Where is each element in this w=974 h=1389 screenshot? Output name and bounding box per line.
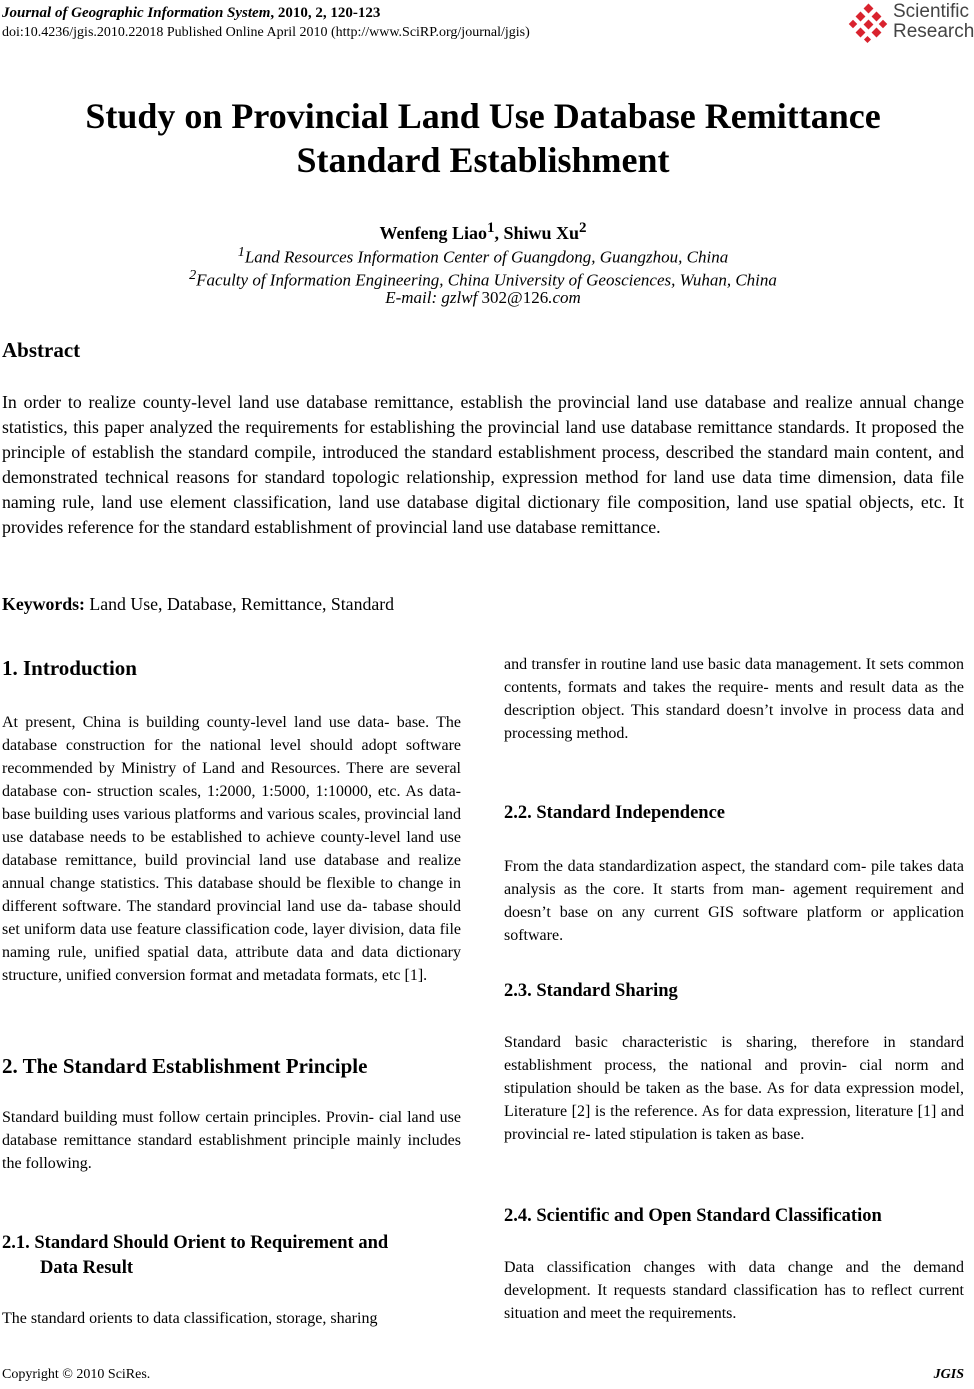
subsection-2-3-text: Standard basic characteristic is sharing, therefore in standard establishment process, the national and provin- cial norm and stipulation should be taken as the base. As for data expression model, Literature [2] is the reference. As for data expression, literature [1] and provincial re- lated stipulation is taken as base.	[504, 1034, 964, 1143]
affiliation-text: Faculty of Information Engineering, China University of Geosciences, Wuhan, China	[196, 270, 777, 290]
publisher-logo	[849, 1, 974, 46]
abstract-heading: Abstract	[2, 338, 81, 362]
title-line-1: Study on Provincial Land Use Database Remittance	[85, 96, 881, 136]
email-user: gzlwf	[441, 288, 478, 307]
principle-text: Standard building must follow certain principles. Provin- cial land use database remittance standard establishment principle mainly includes the following.	[2, 1109, 461, 1172]
keywords-text: Land Use, Database, Remittance, Standard	[84, 594, 395, 614]
continued-text: and transfer in routine land use basic data management. It sets common contents, formats and takes the require- ments and result data as the description object. This standard doesn’t involve in process data and processing method.	[504, 656, 964, 742]
author-name: Shiwu Xu	[503, 223, 580, 243]
title-line-2: Standard Establishment	[296, 140, 670, 180]
author-separator: ,	[494, 223, 504, 243]
keywords-label: Keywords:	[2, 594, 85, 614]
journal-abbreviation: JGIS	[933, 1367, 964, 1382]
abstract-text: In order to realize county-level land use database remittance, establish the provincial land use database and realize annual change statistics, this paper analyzed the requirements for establishing the provincial land use database remittance standards. It proposed the principle of establish the standard compile, introduced the standard establishment process, described the standard main content, and demonstrated technical reasons for standard topologic relationship, expression method for land use data time dimension, data file naming rule, land use element classification, land use database digital dictionary file composition, land use spatial objects, etc. It provides reference for the standard establishment of provincial land use database remittance.	[2, 392, 964, 537]
doi-line: doi:10.4236/jgis.2010.22018 Published Online April 2010 (http://www.SciRP.org/journal/jgis)	[2, 25, 530, 40]
section-heading-principle: 2. The Standard Establishment Principle	[2, 1054, 368, 1078]
section-heading-introduction: 1. Introduction	[2, 656, 137, 680]
subsection-heading-2-1-line1: 2.1. Standard Should Orient to Requirement and	[2, 1233, 389, 1253]
email-label: E-mail:	[385, 288, 442, 307]
subsection-heading-2-2: 2.2. Standard Independence	[504, 803, 726, 823]
journal-name: Journal of Geographic Information System	[2, 5, 271, 21]
subsection-heading-2-3: 2.3. Standard Sharing	[504, 981, 678, 1001]
author-name: Wenfeng Liao	[379, 223, 487, 243]
subsection-heading-2-1-line2: Data Result	[40, 1258, 134, 1278]
subsection-2-1-text: The standard orients to data classification, storage, sharing	[2, 1310, 378, 1327]
journal-citation	[2, 3, 380, 23]
scirp-logo-icon	[849, 4, 889, 44]
affiliation-mark: 1	[237, 244, 245, 260]
email-domain: .com	[548, 288, 581, 307]
author-affiliation-mark: 2	[579, 220, 587, 236]
subsection-2-2-text: From the data standardization aspect, the standard com- pile takes data analysis as the core. It starts from man- agement requirement and doesn’t base on any current GIS software platform or application software.	[504, 858, 964, 944]
introduction-text: At present, China is building county-level land use data- base. The database construction for the national level should adopt software recommended by Ministry of Land and Resources. There are several database con- struction scales, 1:2000, 1:5000, 1:10000, etc. As data- base building uses various platforms and various scales, provincial land use database needs to be established to achieve county-level land use database remittance, build provincial land use database and realize annual change statistics. This database should be flexible to change in different software. The standard provincial land use da- tabase should set uniform data use feature classification code, layer division, data file naming rule, unified spatial data, attribute data and data dictionary structure, unified conversion format and metadata formats, etc [1].	[2, 714, 461, 984]
subsection-heading-2-1	[2, 1231, 388, 1281]
keywords-line	[2, 592, 394, 617]
publisher-name-line1: Scientific	[893, 1, 970, 22]
publisher-name-line2: Research	[893, 21, 974, 42]
publisher-name	[893, 2, 974, 42]
affiliation-mark: 2	[189, 267, 197, 283]
author-affiliation-mark: 1	[486, 220, 495, 236]
email-line	[0, 287, 966, 309]
copyright-notice: Copyright © 2010 SciRes.	[2, 1367, 151, 1382]
affiliation-text: Land Resources Information Center of Guangdong, Guangzhou, China	[244, 247, 729, 267]
subsection-heading-2-4: 2.4. Scientific and Open Standard Classification	[504, 1206, 882, 1226]
email-digits: 302@126	[477, 288, 549, 307]
subsection-2-4-text: Data classification changes with data change and the demand development. It requests standard classification has to reflect current situation and meet the requirements.	[504, 1259, 964, 1322]
journal-volume-pages: , 2010, 2, 120-123	[270, 5, 381, 21]
paper-title	[0, 94, 966, 182]
